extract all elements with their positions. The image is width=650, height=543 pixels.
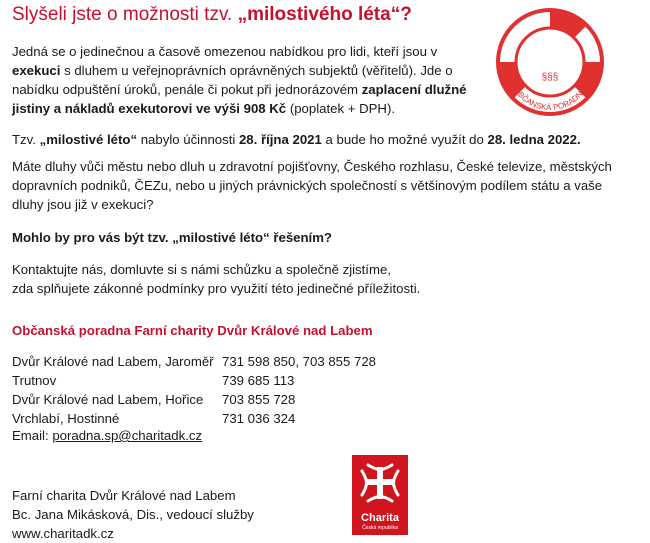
contact-row: Trutnov 739 685 113	[12, 373, 295, 388]
page-title	[12, 4, 412, 26]
charita-logo	[352, 455, 408, 535]
footer-signature	[12, 486, 254, 543]
obcanska-poradna-lifebuoy-logo	[490, 2, 610, 122]
charita-sub: Česká republika	[362, 525, 398, 531]
ring-mark: §§§	[541, 72, 559, 83]
title-part-1: Slyšeli jste o možnosti tzv.	[12, 4, 238, 25]
solution-question: Mohlo by pro vás být tzv. „milostivé léto“ řešením?	[12, 230, 332, 245]
debts-question-paragraph: Máte dluhy vůči městu nebo dluh u zdravotní pojišťovny, Českého rozhlasu, České televize, městských dopravních podniků, ČEZu, nebo u jiných právnických společností s většinovým podílem státu a vaše dluhy jsou již v exekuci?	[12, 159, 612, 212]
contacts-table	[12, 352, 376, 428]
charita-cross-icon	[352, 455, 408, 511]
email-link[interactable]: poradna.sp@charitadk.cz	[52, 428, 203, 443]
footer-org: Farní charita Dvůr Králové nad Labem	[12, 488, 236, 503]
contact-invitation: Kontaktujte nás, domluvte si s námi schůzku a společně zjistíme, zda splňujete zákonné podmínky pro využití této jedinečné příležitosti.	[12, 262, 421, 296]
dates-paragraph: Tzv. „milostivé léto“ nabylo účinnosti 28. října 2021 a bude ho možné využít do 28. ledna 2022.	[12, 132, 581, 147]
email-label: Email:	[12, 428, 53, 443]
contact-row: Dvůr Králové nad Labem, Jaroměř 731 598 850, 703 855 728	[12, 354, 377, 369]
footer-web: www.charitadk.cz	[12, 526, 114, 541]
footer-person: Bc. Jana Mikásková, Dis., vedoucí služby	[12, 507, 254, 522]
organization-heading: Občanská poradna Farní charity Dvůr Králové nad Labem	[12, 323, 373, 338]
title-part-2: „milostivého léta“?	[237, 4, 412, 25]
ring-text: OBČANSKÁ PORADNA	[512, 85, 588, 113]
contact-row: Dvůr Králové nad Labem, Hořice 703 855 728	[12, 392, 296, 407]
charita-name: Charita	[361, 512, 399, 524]
email-line	[12, 428, 202, 443]
intro-paragraph: Jedná se o jedinečnou a časově omezenou nabídkou pro lidi, kteří jsou v exekuci s dluhem u veřejnoprávních oprávněných subjektů (věřitelů). Jde o nabídku odpuštění úroků, penále či pokut při jednorázovém zaplacení dlužné jistiny a nákladů exekutorovi ve výši 908 Kč (poplatek + DPH).	[12, 44, 467, 116]
contact-row: Vrchlabí, Hostinné 731 036 324	[12, 411, 296, 426]
